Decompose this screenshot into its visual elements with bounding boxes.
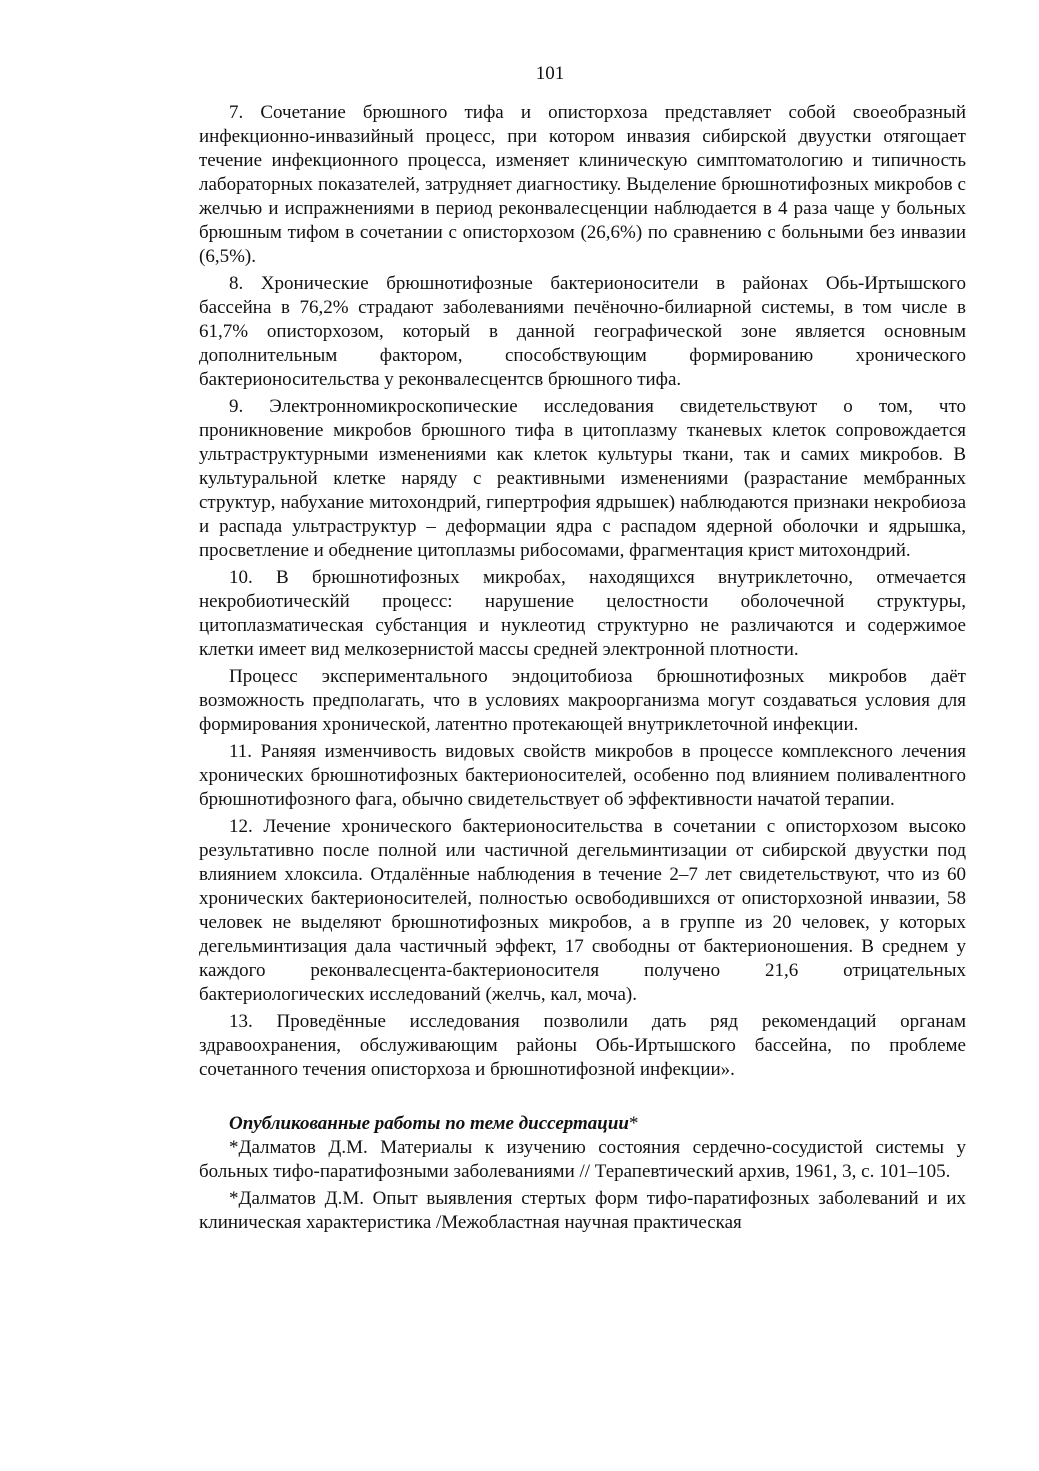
paragraph-7: 7. Сочетание брюшного тифа и описторхоза представляет собой своеобразный инфекционно-инвазийный процесс, при котором инвазия сибирской двуустки отягощает течение инфекционного процесса, изменяет клиническую симптоматологию и типичность лабораторных показателей, затрудняет диагностику. Выделение брюшнотифозных микробов с желчью и испражнениями в период реконвалесценции наблюдается в 4 раза чаще у больных брюшным тифом в сочетании с описторхозом (26,6%) по сравнению с больными без инвазии (6,5%).	[199, 102, 966, 267]
paragraph-9: 9. Электронномикроскопические исследования свидетельствуют о том, что проникновение микробов брюшного тифа в цитоплазму тканевых клеток сопровождается ультраструктурными изменениями как клеток культуры ткани, так и самих микробов. В культуральной клетке наряду с реактивными изменениями (разрастание мембранных структур, набухание митохондрий, гипертрофия ядрышек) наблюдаются признаки некробиоза и распада ультраструктур – деформации ядра с распадом ядерной оболочки и ядрышка, просветление и обеднение цитоплазмы рибосомами, фрагментация крист митохондрий.	[199, 396, 966, 561]
paragraph-10: 10. В брюшнотифозных микробах, находящихся внутриклеточно, отмечается некробиотическйй процесс: нарушение целостности оболочечной структуры, цитоплазматическая субстанция и нуклеотид структурно не различаются и содержимое клетки имеет вид мелкозернистой массы средней электронной плотности.	[199, 567, 966, 660]
section-heading-text: Опубликованные работы по теме диссертации	[229, 1113, 629, 1134]
paragraph-13: 13. Проведённые исследования позволили дать ряд рекомендаций органам здравоохранения, обслуживающим районы Обь-Иртышского бассейна, по проблеме сочетанного течения описторхоза и брюшнотифозной инфекции».	[199, 1011, 966, 1080]
page-body	[199, 101, 966, 1235]
paragraph-8: 8. Хронические брюшнотифозные бактерионосители в районах Обь-Иртышского бассейна в 76,2% страдают заболеваниями печёночно-билиарной системы, в том числе в 61,7% описторхозом, который в данной географической зоне является основным дополнительным фактором, способствующим формированию хронического бактерионосительства у реконвалесцентсв брюшного тифа.	[199, 273, 966, 390]
paragraph-12: 12. Лечение хронического бактерионосительства в сочетании с описторхозом высоко результативно после полной или частичной дегельминтизации от сибирской двуустки под влиянием хлоксила. Отдалённые наблюдения в течение 2–7 лет свидетельствуют, что из 60 хронических бактерионосителей, полностью освободившихся от описторхозной инвазии, 58 человек не выделяют брюшнотифозных микробов, а в группе из 20 человек, у которых дегельминтизация дала частичный эффект, 17 свободны от бактерионошения. В среднем у каждого реконвалесцента-бактерионосителя получено 21,6 отрицательных бактериологических исследований (желчь, кал, моча).	[199, 816, 966, 1005]
reference-item: *Далматов Д.М. Опыт выявления стертых форм тифо-паратифозных заболеваний и их клиническая характеристика /Межобластная научная практическая	[199, 1188, 966, 1233]
paragraph-11: 11. Раняяя изменчивость видовых свойств микробов в процессе комплексного лечения хронических брюшнотифозных бактерионосителей, особенно под влиянием поливалентного брюшнотифозного фага, обычно свидетельствует об эффективности начатой терапии.	[199, 741, 966, 810]
section-heading-mark: *	[629, 1113, 639, 1134]
paragraph-endocytobiosis: Процесс экспериментального эндоцитобиоза брюшнотифозных микробов даёт возможность предполагать, что в условиях макроорганизма могут создаваться условия для формирования хронической, латентно протекающей внутриклеточной инфекции.	[199, 666, 966, 735]
reference-item: *Далматов Д.М. Материалы к изучению состояния сердечно-сосудистой системы у больных тифо-паратифозными заболеваниями // Терапевтический архив, 1961, 3, с. 101–105.	[199, 1137, 966, 1182]
section-heading	[199, 1112, 966, 1136]
page-number: 101	[535, 63, 565, 84]
